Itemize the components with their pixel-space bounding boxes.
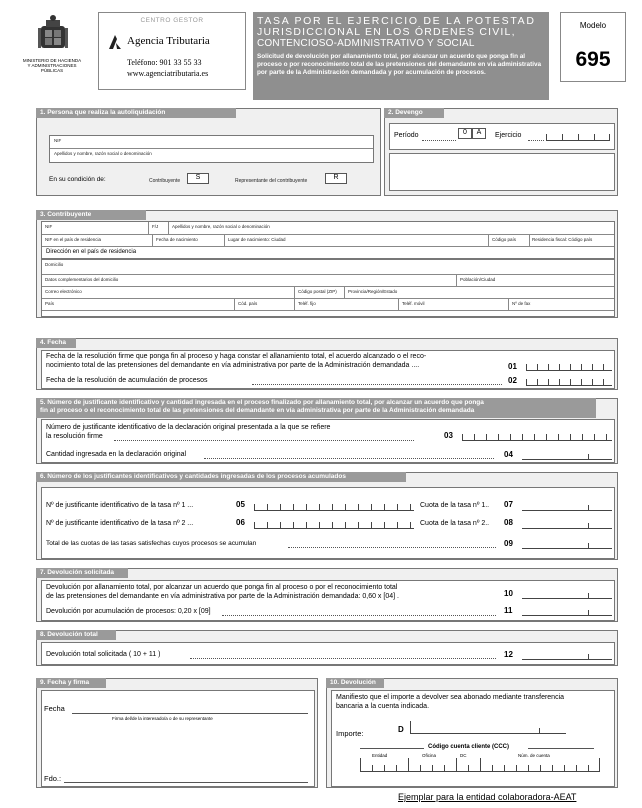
agency-web: www.agenciatributaria.es	[127, 69, 209, 78]
section-persona	[36, 108, 381, 196]
title-box	[253, 12, 549, 100]
devengo-box	[389, 123, 615, 150]
casilla-07: 07	[504, 500, 513, 509]
contribuyente-label: Contribuyente	[149, 178, 181, 184]
c-telef-movil-label: Teléf. móvil	[402, 301, 425, 306]
section-firma-title: 9. Fecha y firma	[36, 678, 106, 688]
dev-line-2: de las pretensiones del demandante en vía administrativa por parte de la Administración demandada: 0,60 x [04] .	[46, 593, 399, 600]
section-fecha-title: 4. Fecha	[36, 338, 76, 348]
devolucion-solicitada-box	[41, 580, 615, 621]
section-contribuyente-title: 3. Contribuyente	[36, 210, 146, 220]
casilla-04: 04	[504, 450, 513, 459]
cuota1-label: Cuota de la tasa nº 1..	[420, 502, 490, 509]
dev-line-3: Devolución por acumulación de procesos: 0,20 x [09]	[46, 608, 211, 615]
section-devolucion-solicitada-title: 7. Devolución solicitada	[36, 568, 128, 578]
devolucion-acumulacion-input[interactable]	[522, 603, 612, 616]
casilla-12: 12	[504, 650, 513, 659]
direccion-title: Dirección en el país de residencia	[46, 249, 137, 255]
fecha-box	[41, 350, 615, 389]
ministry-line-3: PÚBLICAS	[40, 68, 64, 73]
c-datos-comp-label: Datos complementarios del domicilio	[45, 277, 119, 282]
fecha-line-1: Fecha de la resolución firme que ponga fin al proceso y haga constar el allanamiento total, el acuerdo alcanzado o el reco-	[46, 353, 427, 360]
casilla-d: D	[398, 725, 404, 734]
contribuyente-grid-1	[41, 221, 615, 259]
ministry-line-2: Y ADMINISTRACIONES	[27, 63, 77, 68]
just1-label: Nº de justificante identificativo de la tasa nº 1 ...	[46, 502, 194, 509]
casilla-02: 02	[508, 376, 517, 385]
c-domicilio-label: Domicilio	[45, 262, 64, 267]
c-lugar-nac-label: Lugar de nacimiento: Ciudad	[228, 237, 286, 242]
title-line-3: CONTENCIOSO-ADMINISTRATIVO Y SOCIAL	[257, 38, 475, 49]
total-cuotas-input[interactable]	[522, 536, 612, 549]
contribuyente-checkbox[interactable]: S	[187, 173, 209, 184]
ejercicio-input[interactable]	[546, 128, 610, 141]
oficina-label: Oficina	[422, 753, 437, 758]
section-persona-title: 1. Persona que realiza la autoliquidación	[36, 108, 236, 118]
modelo-box	[560, 12, 626, 82]
devolucion-total-box	[41, 642, 615, 665]
ministry-line-1: MINISTERIO DE HACIENDA	[22, 58, 82, 63]
fecha-line-3: Fecha de la resolución de acumulación de procesos	[46, 377, 208, 384]
fecha-line-2: nocimiento total de las pretensiones del demandante en vía administrativa por parte de la Administración demandada ....	[46, 362, 420, 369]
title-line-2: JURISDICCIONAL EN LOS ÓRDENES CIVIL,	[257, 26, 516, 38]
section-devengo-title: 2. Devengo	[384, 108, 444, 118]
firma-caption: Firma del/de la interesado/a o de su representante	[112, 716, 213, 721]
ejercicio-label: Ejercicio	[495, 132, 522, 139]
section-devengo	[384, 108, 618, 196]
fdo-label: Fdo.:	[44, 774, 62, 783]
centro-gestor-box	[98, 12, 246, 90]
importe-label: Importe:	[336, 729, 364, 738]
fecha-firma-line[interactable]	[72, 713, 308, 714]
periodo-o[interactable]: 0	[458, 128, 472, 139]
modelo-number: 695	[575, 48, 611, 71]
agency-name: Agencia Tributaria	[127, 35, 210, 47]
persona-nombre-label: Apellidos y nombre, razón social o denominación	[54, 151, 152, 156]
modelo-label: Modelo	[579, 21, 607, 30]
fecha-firma-label: Fecha	[44, 704, 65, 713]
section-devolucion-banco-title: 10. Devolución	[326, 678, 384, 688]
ccc-label: Código cuenta cliente (CCC)	[428, 744, 510, 750]
c-fax-label: Nº de fax	[512, 301, 531, 306]
manifiesto-line-1: Manifiesto que el importe a devolver sea abonado mediante transferencia	[336, 694, 565, 701]
just2-input[interactable]	[254, 516, 414, 529]
title-line-1: TASA POR EL EJERCICIO DE LA POTESTAD	[257, 15, 536, 27]
entidad-label: Entidad	[372, 753, 388, 758]
c-poblacion-label: Población/Ciudad	[460, 277, 496, 282]
agency-phone: Teléfono: 901 33 55 33	[127, 58, 202, 67]
section-devolucion-solicitada	[36, 568, 618, 622]
cuota2-input[interactable]	[522, 516, 612, 529]
cantidad-ingresada-input[interactable]	[522, 447, 612, 460]
coat-of-arms-logo	[38, 14, 68, 54]
casilla-08: 08	[504, 518, 513, 527]
devolucion-banco-box	[331, 690, 615, 787]
num-cuenta-label: Núm. de cuenta	[518, 753, 550, 758]
dev-line-1: Devolución por allanamiento total, por alcanzar un acuerdo que ponga fin al proceso o por el reconocimiento total	[46, 584, 398, 591]
section-contribuyente	[36, 210, 618, 318]
c-fecha-nac-label: Fecha de nacimiento	[156, 237, 198, 242]
just2-label: Nº de justificante identificativo de la tasa nº 2 ...	[46, 520, 194, 527]
periodo-a[interactable]: A	[472, 128, 486, 139]
section-devolucion-banco	[326, 678, 618, 788]
c-cod-pais-label: Cód. país	[238, 301, 258, 306]
casilla-10: 10	[504, 589, 513, 598]
ccc-input[interactable]	[360, 759, 600, 772]
section-devolucion-total	[36, 630, 618, 666]
periodo-label: Período	[394, 132, 419, 139]
section-justificante	[36, 398, 618, 464]
section-justificante-title	[36, 398, 596, 418]
c-residencia-label: Residencia fiscal: Código país	[532, 237, 593, 242]
just1-input[interactable]	[254, 498, 414, 511]
total-cuotas-label: Total de las cuotas de las tasas satisfechas cuyos procesos se acumulan	[46, 540, 257, 547]
centro-gestor-label: CENTRO GESTOR	[140, 17, 204, 24]
section-acumulados	[36, 472, 618, 560]
acumulados-box	[41, 487, 615, 559]
justificante-box	[41, 419, 615, 463]
fecha-acumulacion-input[interactable]	[526, 373, 612, 386]
footer-ejemplar: Ejemplar para la entidad colaboradora-AEAT	[398, 792, 577, 802]
section-acumulados-title: 6. Número de los justificantes identificativos y cantidades ingresadas de los procesos acumulados	[36, 472, 406, 482]
c-pais-label: País	[45, 301, 55, 306]
justificante-line-1: Número de justificante identificativo de la declaración original presentada a la que se refiere	[46, 424, 331, 431]
section-firma	[36, 678, 318, 788]
devengo-empty-box	[389, 153, 615, 191]
persona-id-box	[49, 135, 374, 163]
agencia-tributaria-logo	[107, 33, 123, 51]
c-codigo-pais-label: Código país	[492, 237, 517, 242]
casilla-09: 09	[504, 539, 513, 548]
c-cp-label: Código postal (ZIP)	[298, 289, 337, 294]
dc-label: DC	[460, 753, 467, 758]
devolucion-total-input[interactable]	[522, 647, 612, 660]
devolucion-total-label: Devolución total solicitada ( 10 + 11 )	[46, 651, 161, 658]
casilla-06: 06	[236, 518, 245, 527]
justificante-input[interactable]	[462, 428, 612, 441]
c-telef-fijo-label: Teléf. fijo	[298, 301, 316, 306]
manifiesto-line-2: bancaria a la cuenta indicada.	[336, 703, 430, 710]
representante-label: Representante del contribuyente	[235, 178, 308, 184]
cuota1-input[interactable]	[522, 498, 612, 511]
justificante-line-3: Cantidad ingresada en la declaración original	[46, 451, 187, 458]
header	[0, 0, 642, 105]
section-devolucion-total-title: 8. Devolución total	[36, 630, 116, 640]
justificante-title-1: 5. Número de justificante identificativo y cantidad ingresada en el proceso finalizado por allanamiento total, por alcanzar un acuerdo que ponga	[40, 399, 484, 406]
justificante-title-2: fin al proceso o el reconocimiento total de las pretensiones del demandante en vía administrativa por parte de la Administración demandada	[40, 407, 475, 414]
c-nif-pais-label: NIF en el país de residencia	[45, 237, 102, 242]
casilla-05: 05	[236, 500, 245, 509]
fdo-line[interactable]	[64, 782, 308, 783]
importe-input[interactable]	[410, 721, 566, 734]
justificante-line-2: la resolución firme	[46, 433, 103, 440]
firma-box	[41, 690, 315, 787]
casilla-01: 01	[508, 362, 517, 371]
c-correo-label: Correo electrónico	[45, 289, 82, 294]
c-nombre-label: Apellidos y nombre, razón social o denominación	[172, 224, 270, 229]
cuota2-label: Cuota de la tasa nº 2..	[420, 520, 490, 527]
persona-nif-label: NIF	[54, 138, 62, 143]
casilla-03: 03	[444, 431, 453, 440]
section-fecha	[36, 338, 618, 390]
c-provincia-label: Provincia/Región/Estado	[348, 289, 398, 294]
devolucion-allanamiento-input[interactable]	[522, 586, 612, 599]
contribuyente-grid-2	[41, 259, 615, 317]
fecha-resolucion-input[interactable]	[526, 358, 612, 371]
representante-checkbox[interactable]: R	[325, 173, 347, 184]
casilla-11: 11	[504, 606, 513, 615]
subtitle: Solicitud de devolución por allanamiento total, por alcanzar un acuerdo que ponga fin al proceso o por reconocimiento total de las pretensiones del demandante en vía administrativa por parte de la Administración demandada y por acumulación de procesos.	[257, 53, 542, 76]
c-nif-label: NIF	[45, 224, 53, 229]
condicion-label: En su condición de:	[49, 176, 106, 183]
c-fj-label: F/J	[152, 224, 159, 229]
